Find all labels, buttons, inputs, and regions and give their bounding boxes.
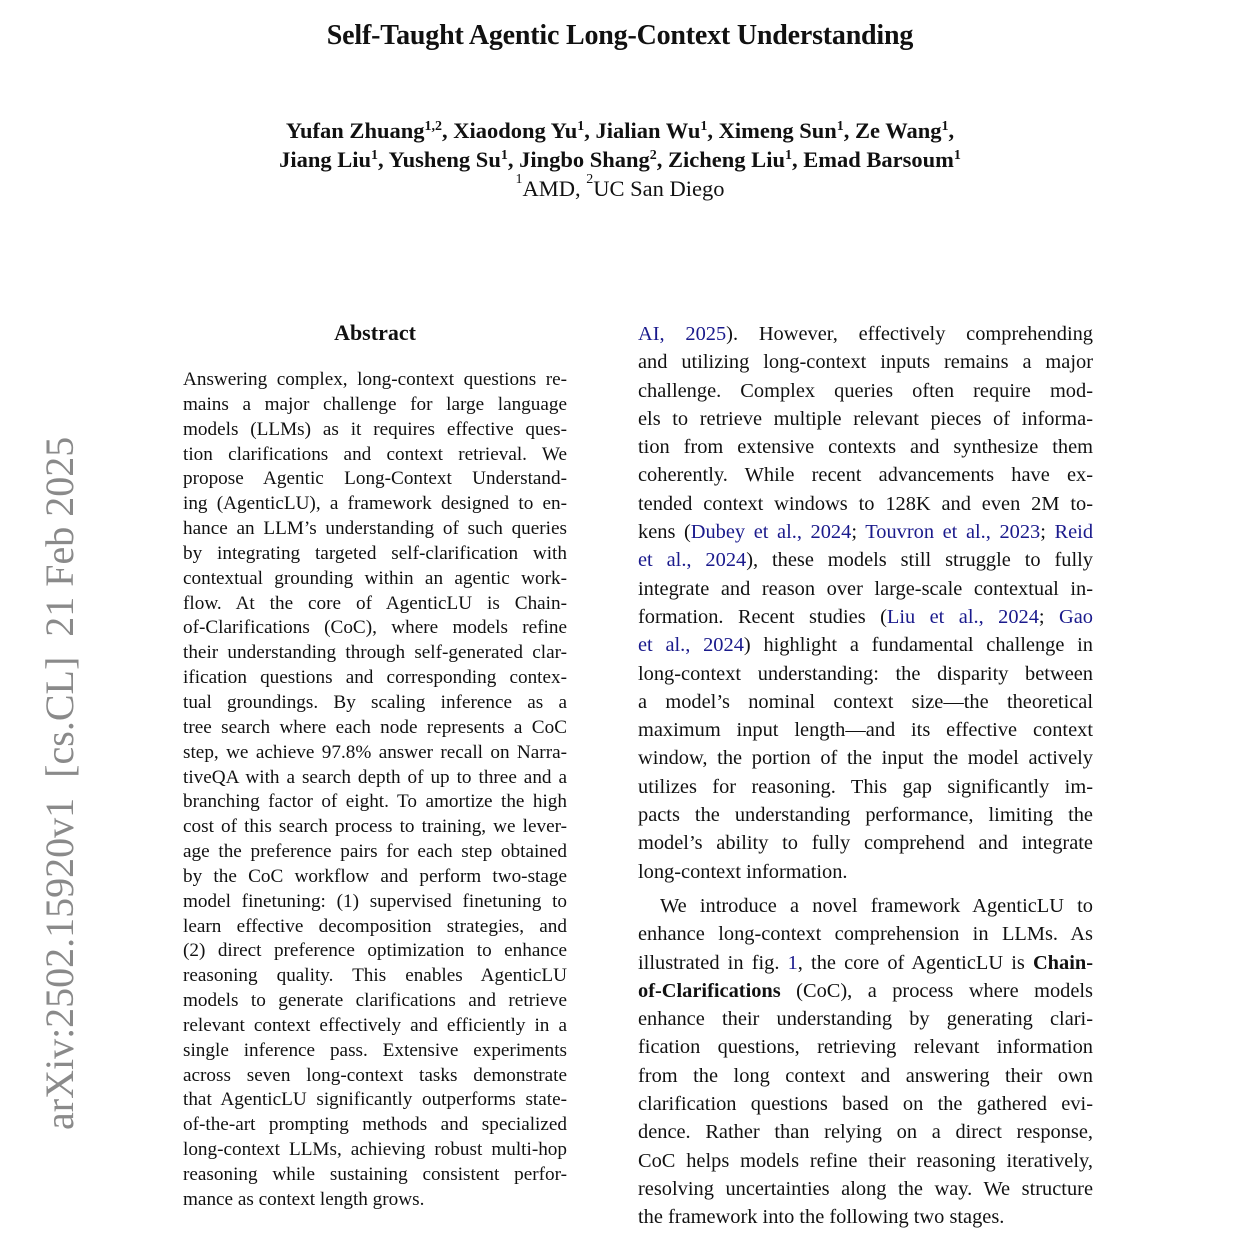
intro-para2-line [638, 892, 1093, 920]
text-run: clarification questions based on the gathered evi- [638, 1093, 1093, 1116]
abstract-heading: Abstract [334, 320, 416, 345]
affiliations: $^1$AMD, $^2$UC San Diego [515, 172, 725, 201]
intro-para1-line [638, 858, 1093, 886]
affiliation-mark: 2 [649, 148, 657, 163]
citation-link[interactable]: Liu et al., 2024 [886, 605, 1039, 628]
intro-para2-line [638, 1175, 1093, 1203]
abstract-line: by integrating targeted self-clarification with [183, 542, 567, 564]
text-run: resolving uncertainties along the way. We structure [638, 1177, 1093, 1200]
author-line-1: Yufan Zhuang$^{1,2}$, Xiaodong Yu$^1$, Jialian Wu$^1$, Ximeng Sun$^1$, Ze Wang$^1$, [285, 118, 955, 143]
abstract-line: tiveQA with a search depth of up to three and a [183, 766, 567, 788]
affiliation-mark: 1 [836, 119, 844, 134]
abstract-line: model finetuning: (1) supervised finetuning to [183, 890, 567, 912]
affiliation-name: AMD [522, 176, 575, 201]
affiliation-mark: 1 [700, 119, 708, 134]
affiliation-name: UC San Diego [593, 176, 725, 201]
text-run: fication questions, retrieving relevant information [638, 1036, 1093, 1059]
intro-para1-line [638, 518, 1093, 546]
abstract-line: mance as context length grows. [183, 1188, 425, 1210]
text-run: tended context windows to 128K and even 2M to- [638, 492, 1093, 515]
abstract-line: relevant context effectively and efficiently in a [183, 1014, 567, 1036]
affiliation-mark: 1 [953, 148, 961, 163]
text-run: ), these models still struggle to fully [746, 549, 1093, 572]
author-name: Xiaodong Yu [453, 118, 578, 143]
citation-link[interactable]: et al., 2024 [638, 634, 744, 657]
abstract-line: hance an LLM’s understanding of such queries [183, 518, 567, 540]
citation-link[interactable]: et al., 2024 [638, 549, 747, 572]
text-run: tion from extensive contexts and synthesize them [638, 436, 1093, 459]
abstract-line: ing (AgenticLU), a framework designed to en- [183, 493, 567, 515]
abstract-line: Answering complex, long-context questions re- [183, 369, 567, 390]
intro-para1-line [638, 801, 1093, 829]
citation-link[interactable]: Touvron et al., 2023 [865, 521, 1041, 544]
abstract-line: tree search where each node represents a CoC [183, 716, 567, 738]
text-run: coherently. While recent advancements have ex- [638, 464, 1093, 487]
text-run: We introduce a novel framework AgenticLU to [660, 894, 1093, 917]
text-run: formation. Recent studies ( [638, 605, 887, 628]
intro-para1-line [638, 660, 1093, 688]
text-run: from the long context and answering their own [638, 1064, 1093, 1087]
text-run: CoC helps models refine their reasoning iteratively, [638, 1149, 1093, 1172]
author-name: Yufan Zhuang [285, 118, 425, 143]
text-run: els to retrieve multiple relevant pieces of informa- [638, 407, 1093, 430]
abstract-line: mains a major challenge for large language [183, 393, 567, 415]
intro-para2-line [638, 920, 1093, 948]
text-run: utilizes for reasoning. This gap significantly im- [638, 775, 1093, 798]
abstract-line: reasoning while sustaining consistent perfor- [183, 1164, 567, 1185]
affiliation-mark: 1 [784, 148, 792, 163]
abstract-line: of-the-art prompting methods and specialized [183, 1114, 567, 1136]
abstract-line: of-Clarifications (CoC), where models refine [183, 617, 567, 639]
intro-para2-line [638, 1203, 1093, 1231]
text-run: enhance their understanding by generating clari- [638, 1008, 1093, 1031]
intro-para2-line [638, 1062, 1093, 1090]
intro-para1-line [638, 348, 1093, 376]
text-run: long-context information. [638, 860, 848, 883]
abstract-line: step, we achieve 97.8% answer recall on Narra- [183, 741, 567, 763]
bold-term: Chain- [1032, 951, 1093, 974]
intro-para1-line [638, 773, 1093, 801]
abstract-line: age the preference pairs for each step obtained [183, 841, 567, 863]
text-run: the framework into the following two stages. [638, 1206, 1005, 1229]
text-run: ; [851, 521, 866, 544]
text-run: model’s ability to fully comprehend and integrate [638, 832, 1093, 855]
affiliation-mark: 1 [577, 119, 585, 134]
abstract-line: by the CoC workflow and perform two-stage [183, 865, 567, 887]
paper-title: Self-Taught Agentic Long-Context Understanding [326, 20, 914, 51]
intro-para2-line [638, 1090, 1093, 1118]
text-run: long-context understanding: the disparity between [638, 662, 1093, 685]
affiliation-mark: 1 [500, 148, 508, 163]
abstract-line: models to generate clarifications and retrieve [183, 990, 567, 1012]
abstract-line: contextual grounding within an agentic work- [183, 567, 567, 589]
abstract-line: tual groundings. By scaling inference as a [183, 691, 567, 713]
author-line-2: Jiang Liu$^1$, Yusheng Su$^1$, Jingbo Shang$^2$, Zicheng Liu$^1$, Emad Barsoum$^1$ [279, 147, 961, 172]
intro-para1-line [638, 377, 1093, 405]
text-run: enhance long-context comprehension in LLMs. As [638, 923, 1093, 946]
abstract-line: models (LLMs) as it requires effective ques- [183, 418, 567, 440]
intro-para1-line [638, 829, 1093, 857]
abstract-line: across seven long-context tasks demonstrate [183, 1064, 567, 1086]
abstract-line: that AgenticLU significantly outperforms state- [183, 1089, 567, 1111]
affiliation-mark: 1 [515, 172, 523, 187]
intro-para1-line [638, 546, 1093, 574]
text-run: integrate and reason over large-scale contextual in- [638, 577, 1093, 600]
text-run: ). However, effectively comprehending [726, 323, 1094, 345]
intro-para1-line [638, 490, 1093, 518]
author-name: Yusheng Su [388, 147, 501, 172]
abstract-line: propose Agentic Long-Context Understand- [183, 468, 567, 490]
abstract-line: learn effective decomposition strategies, and [183, 915, 567, 937]
intro-para1-line [638, 575, 1093, 603]
abstract-line: tion clarifications and context retrieval. We [183, 443, 567, 465]
citation-link[interactable]: AI, 2025 [638, 323, 727, 345]
text-run: illustrated in fig. [638, 951, 788, 974]
intro-para2-line [638, 949, 1093, 977]
author-list [0, 116, 1240, 174]
intro-para2-line [638, 1033, 1093, 1061]
abstract-line: cost of this search process to training, we lever- [183, 816, 567, 838]
intro-para1-line [638, 716, 1093, 744]
abstract-line: long-context LLMs, achieving robust multi-hop [183, 1139, 567, 1161]
text-run: pacts the understanding performance, limiting the [638, 804, 1093, 827]
bold-term: of-Clarifications [638, 979, 781, 1002]
abstract-line: flow. At the core of AgenticLU is Chain- [183, 592, 567, 614]
affiliation-mark: 1 [941, 119, 949, 134]
text-run: dence. Rather than relying on a direct response, [638, 1121, 1093, 1144]
text-run: ; [1038, 605, 1060, 628]
text-run: ) highlight a fundamental challenge in [743, 634, 1094, 657]
intro-para2-line [638, 1005, 1093, 1033]
affiliation-mark: 1 [371, 148, 379, 163]
author-name: Ximeng Sun [718, 118, 837, 143]
abstract-line: their understanding through self-generated clar- [183, 642, 567, 664]
intro-para1-line [638, 405, 1093, 433]
text-run: (CoC), a process where models [780, 979, 1093, 1002]
author-name: Jialian Wu [595, 118, 701, 143]
text-run: a model’s nominal context size—the theoretical [638, 690, 1093, 713]
introduction-body [638, 320, 1093, 1232]
abstract-line: reasoning quality. This enables AgenticLU [183, 965, 567, 987]
intro-para2-line [638, 1118, 1093, 1146]
text-run: maximum input length—and its effective context [638, 719, 1093, 742]
author-name: Ze Wang [855, 118, 942, 143]
abstract-line: branching factor of eight. To amortize the high [183, 791, 567, 813]
text-run: and utilizing long-context inputs remains a major [638, 351, 1093, 374]
author-name: Emad Barsoum [803, 147, 954, 172]
arxiv-stamp[interactable]: arXiv:2502.15920v1 [cs.CL] 21 Feb 2025 [37, 436, 82, 1130]
author-name: Zicheng Liu [668, 147, 785, 172]
intro-para1-line [638, 433, 1093, 461]
intro-para1-line [638, 744, 1093, 772]
intro-para2-line [638, 977, 1093, 1005]
text-run: challenge. Complex queries often require mod- [638, 379, 1093, 402]
citation-link[interactable]: Gao [1059, 605, 1094, 628]
text-run: , the core of AgenticLU is [797, 951, 1033, 974]
citation-link[interactable]: Dubey et al., 2024 [690, 521, 852, 544]
citation-link[interactable]: Reid [1054, 521, 1094, 544]
intro-para1-line [638, 631, 1093, 659]
abstract-line: (2) direct preference optimization to enhance [183, 940, 567, 962]
affiliation-mark: 2 [586, 172, 594, 187]
affiliation-mark: 1,2 [424, 119, 442, 134]
text-run: window, the portion of the input the model actively [638, 747, 1093, 770]
abstract-line: ification questions and corresponding contex- [183, 667, 567, 689]
intro-para1-line [638, 688, 1093, 716]
intro-para2-line [638, 1147, 1093, 1175]
intro-para1-line [638, 603, 1093, 631]
citation-link[interactable]: 1 [787, 951, 798, 974]
text-run: ; [1040, 521, 1055, 544]
text-run: kens ( [638, 521, 691, 544]
author-name: Jingbo Shang [519, 147, 650, 172]
intro-para1-line [638, 320, 1093, 348]
author-name: Jiang Liu [279, 147, 372, 172]
abstract-line: single inference pass. Extensive experiments [183, 1039, 567, 1061]
intro-para1-line [638, 461, 1093, 489]
abstract-body [183, 368, 567, 1213]
